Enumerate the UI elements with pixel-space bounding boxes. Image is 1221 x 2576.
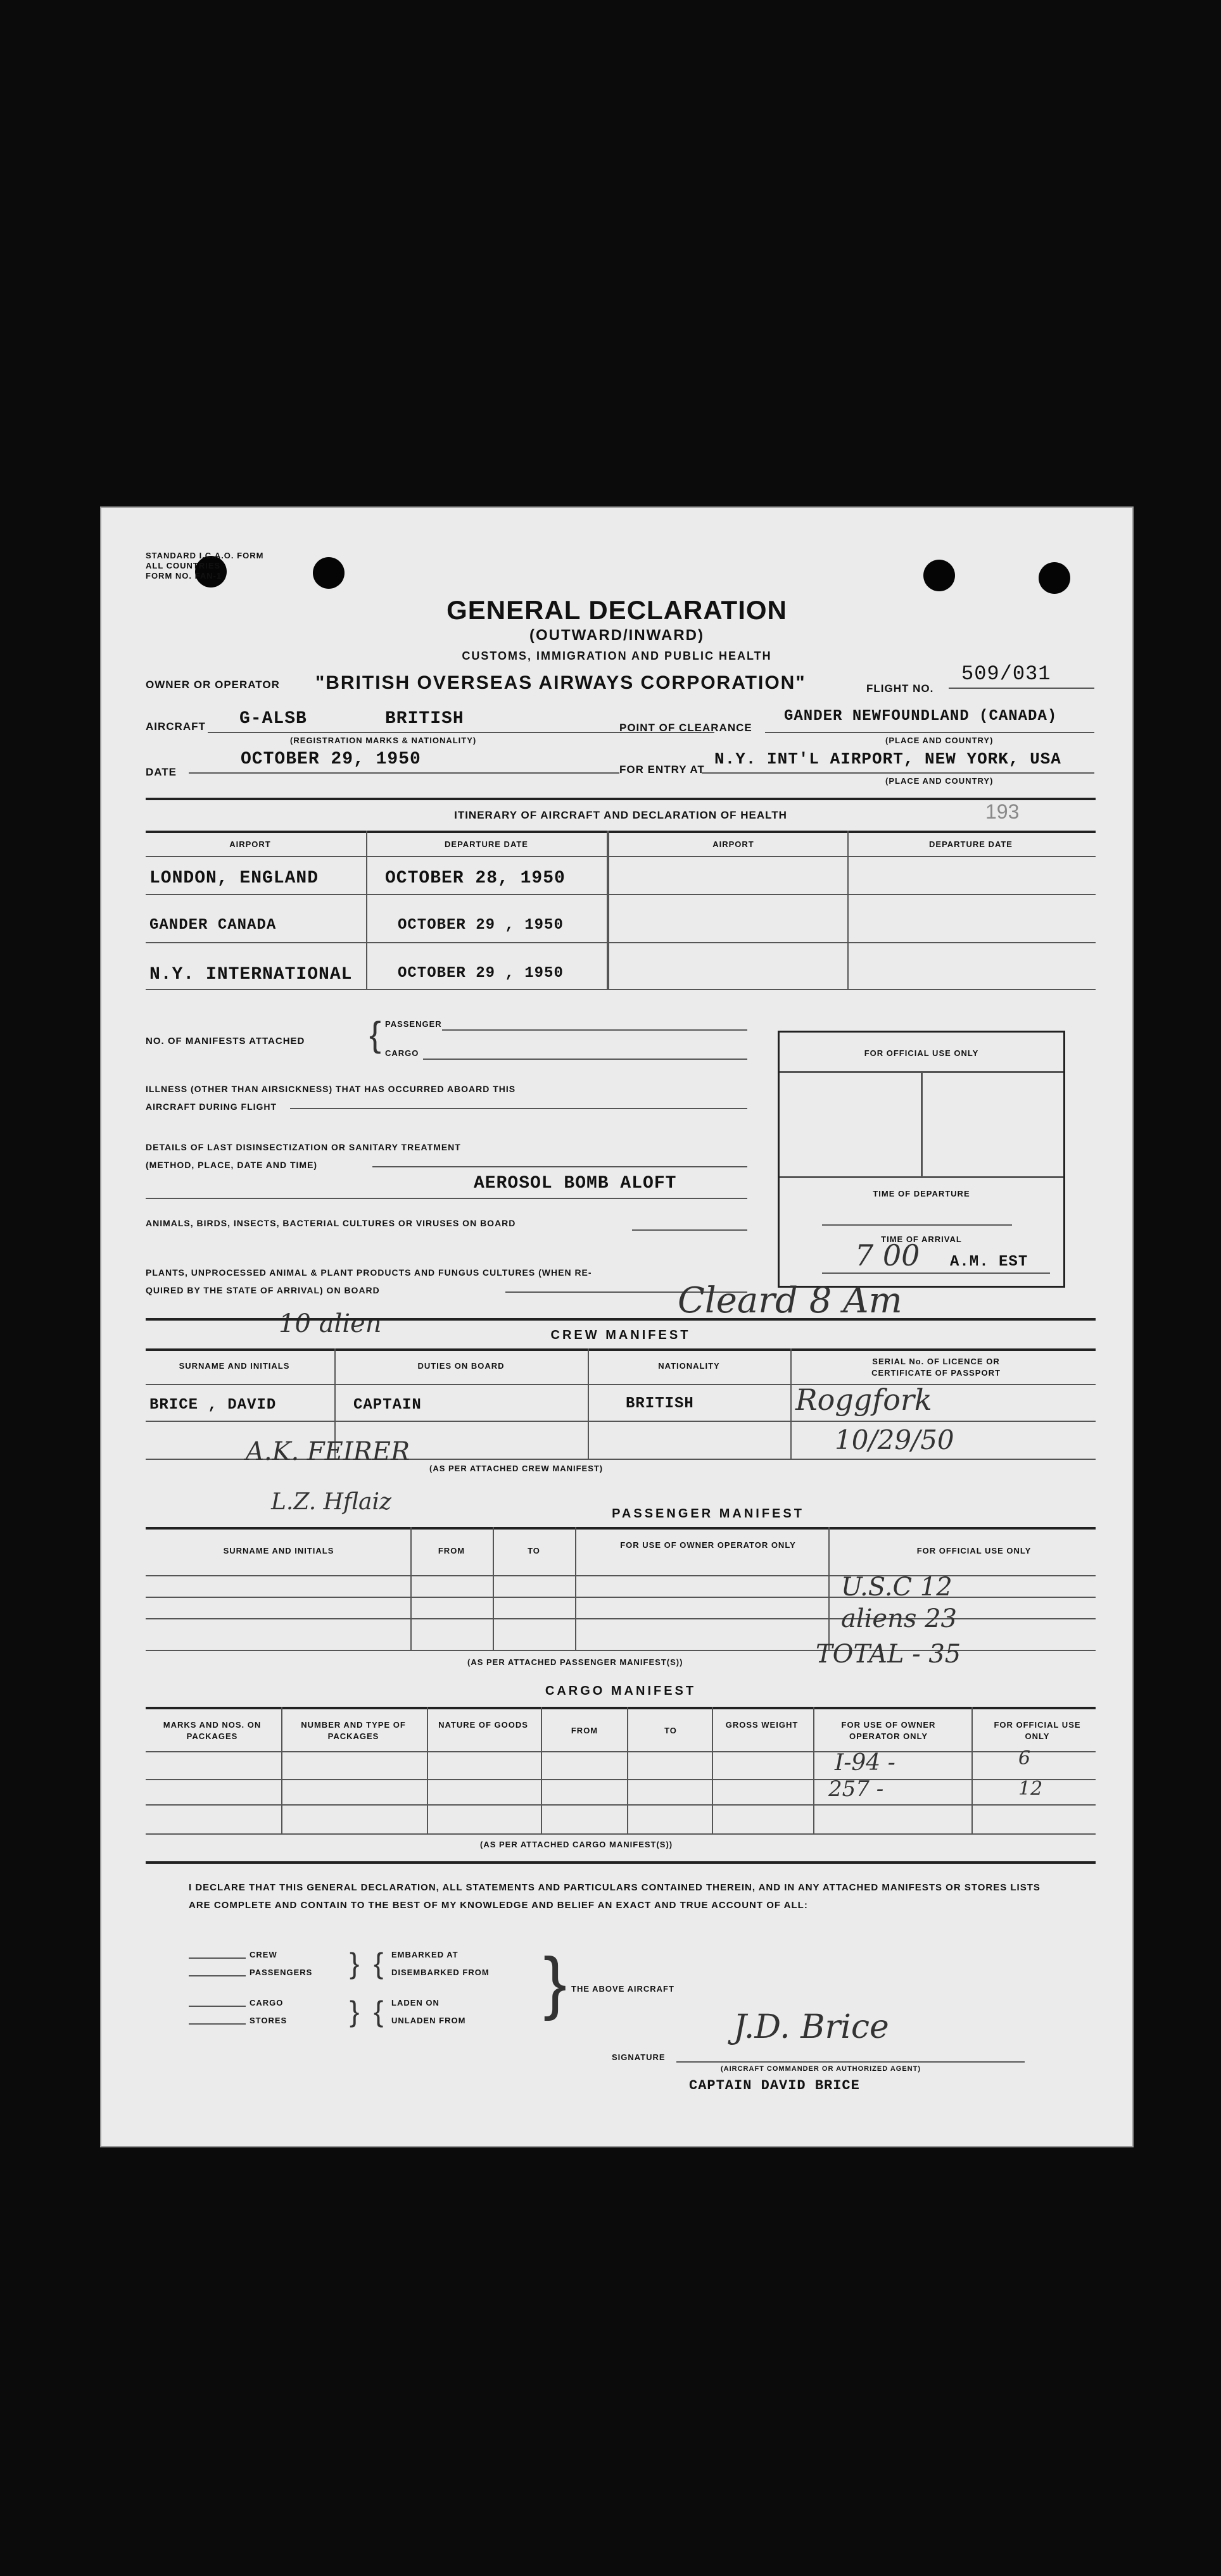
official-use-label: FOR OFFICIAL USE ONLY [864, 1048, 979, 1058]
passenger-title: PASSENGER MANIFEST [612, 1507, 804, 1521]
itinerary-date: OCTOBER 29 , 1950 [398, 965, 564, 982]
cargo-hand: 6 [1018, 1747, 1031, 1769]
cargo-title: CARGO MANIFEST [545, 1684, 697, 1698]
box-rule [780, 1176, 1063, 1178]
form-line [822, 1272, 1050, 1274]
punch-hole [923, 560, 955, 591]
form-line [822, 1224, 1012, 1226]
illness-label [146, 1080, 516, 1115]
passenger-header: TO [528, 1546, 540, 1555]
page-stamp: 193 [985, 800, 1020, 823]
crew-hand-signature: Roggfork [795, 1383, 932, 1417]
arrival-typed: A.M. EST [950, 1253, 1028, 1271]
time-arrival-label: TIME OF ARRIVAL [881, 1235, 962, 1244]
arrival-hand: 7 00 [855, 1238, 920, 1272]
form-line [632, 1229, 747, 1231]
table-rule [575, 1527, 576, 1650]
itinerary-header: AIRPORT [712, 839, 754, 849]
table-rule [146, 1384, 1096, 1385]
crew-duty: CAPTAIN [353, 1397, 422, 1414]
table-rule [790, 1348, 792, 1460]
itinerary-airport: GANDER CANADA [149, 917, 277, 934]
cargo-note: (AS PER ATTACHED CARGO MANIFEST(S)) [480, 1840, 673, 1849]
form-id-line: STANDARD I.C.A.O. FORM [146, 551, 264, 560]
pass-hand: aliens 23 [841, 1604, 958, 1633]
passenger-header: FOR USE OF OWNER OPERATOR ONLY [620, 1540, 796, 1550]
table-rule [541, 1707, 542, 1833]
table-rule [146, 1779, 1096, 1780]
aircraft-nationality: BRITISH [385, 709, 464, 729]
form-line [189, 1975, 246, 1976]
table-rule [588, 1348, 589, 1460]
punch-hole [1039, 562, 1070, 594]
signature-line [676, 2061, 1025, 2063]
form-id-line: FORM NO. FAN-1 [146, 571, 222, 581]
punch-hole [313, 557, 345, 589]
aircraft-label: AIRCRAFT [146, 720, 206, 732]
declaration-text: I DECLARE THAT THIS GENERAL DECLARATION, ALL STATEMENTS AND PARTICULARS CONTAINED THEREIN, AND IN ANY ATTACHED MANIFESTS OR STORES LISTS ARE COMPLETE AND CONTAIN TO THE BEST OF MY KNOWLEDGE AND BELIEF AN EXACT AND TRUE ACCOUNT OF ALL: [189, 1882, 1041, 1911]
flight-line [949, 688, 1094, 689]
itinerary-header: DEPARTURE DATE [929, 839, 1013, 849]
pass-hand: TOTAL - 35 [816, 1640, 961, 1669]
crew-nationality: BRITISH [626, 1395, 694, 1412]
form-id [146, 551, 263, 581]
brace: { [374, 1995, 384, 2028]
decl-action: EMBARKED AT [391, 1950, 459, 1959]
table-rule [828, 1527, 830, 1650]
passenger-header: FROM [438, 1546, 465, 1555]
plants-label [146, 1264, 592, 1299]
table-rule [607, 831, 609, 989]
crew-header: NATIONALITY [658, 1361, 720, 1371]
form-line [189, 2023, 246, 2025]
hand-cleared: Cleard 8 Am [678, 1280, 902, 1321]
decl-action: LADEN ON [391, 1998, 440, 2007]
box-rule [921, 1071, 923, 1176]
flight-label: FLIGHT NO. [866, 682, 934, 694]
itinerary-airport: N.Y. INTERNATIONAL [149, 965, 353, 984]
hand-inspector-2: L.Z. Hflaiz [271, 1489, 391, 1515]
divider [146, 1348, 1096, 1351]
decl-item: PASSENGERS [250, 1968, 313, 1977]
cargo-header: TO [664, 1726, 677, 1735]
clearance-line [765, 732, 1094, 733]
itinerary-header: DEPARTURE DATE [445, 839, 528, 849]
decl-item: STORES [250, 2016, 288, 2025]
declaration-form [100, 506, 1134, 2147]
table-rule [847, 831, 849, 989]
cargo-header: MARKS AND NOS. ON PACKAGES [163, 1720, 262, 1741]
aircraft-value: G-ALSB [239, 709, 307, 729]
divider [146, 1527, 1096, 1530]
table-rule [146, 1597, 1096, 1598]
itinerary-header: AIRPORT [229, 839, 271, 849]
manifests-label: NO. OF MANIFESTS ATTACHED [146, 1036, 305, 1046]
decl-item: CREW [250, 1950, 277, 1959]
decl-aircraft: THE ABOVE AIRCRAFT [571, 1984, 674, 1994]
owner-label: OWNER OR OPERATOR [146, 679, 280, 691]
cargo-hand: 12 [1018, 1778, 1043, 1800]
table-rule [146, 1833, 1096, 1835]
cargo-hand: I-94 - [835, 1750, 895, 1776]
divider [146, 798, 1096, 800]
brace: } [350, 1995, 360, 2028]
table-rule [146, 1575, 1096, 1576]
flight-value: 509/031 [961, 662, 1051, 686]
decl-item: CARGO [250, 1998, 284, 2007]
table-rule [366, 831, 367, 989]
hand-aliens: 10 alien [279, 1309, 382, 1338]
place-country-note: (PLACE AND COUNTRY) [885, 736, 994, 745]
entry-line [702, 772, 1094, 774]
cargo-header: NATURE OF GOODS [438, 1720, 528, 1730]
brace: { [369, 1014, 381, 1054]
hand-inspector-1: A.K. FEIRER [246, 1437, 410, 1466]
cargo-label: CARGO [385, 1048, 419, 1058]
itinerary-date: OCTOBER 29 , 1950 [398, 917, 564, 934]
decl-action: DISEMBARKED FROM [391, 1968, 490, 1977]
place-country-note-2: (PLACE AND COUNTRY) [885, 776, 994, 786]
disinsect-value: AEROSOL BOMB ALOFT [474, 1174, 677, 1193]
page-subtitle: (OUTWARD/INWARD) [529, 627, 704, 644]
illness-label-line: AIRCRAFT DURING FLIGHT [146, 1102, 277, 1112]
brace: } [543, 1944, 567, 2021]
pass-hand: U.S.C 12 [841, 1573, 952, 1602]
table-rule [146, 1751, 1096, 1752]
passenger-note: (AS PER ATTACHED PASSENGER MANIFEST(S)) [467, 1657, 683, 1667]
form-line [442, 1029, 747, 1031]
table-rule [146, 942, 1096, 943]
animals-label: ANIMALS, BIRDS, INSECTS, BACTERIAL CULTURES OR VIRUSES ON BOARD [146, 1218, 516, 1228]
table-rule [427, 1707, 428, 1833]
date-line [189, 772, 619, 774]
passenger-label: PASSENGER [385, 1019, 442, 1029]
form-line [372, 1166, 747, 1167]
crew-note: (AS PER ATTACHED CREW MANIFEST) [429, 1464, 604, 1473]
table-rule [971, 1707, 973, 1833]
clearance-label: POINT OF CLEARANCE [619, 722, 752, 734]
divider [146, 831, 1096, 833]
table-rule [146, 989, 1096, 990]
illness-label-line: ILLNESS (OTHER THAN AIRSICKNESS) THAT HAS OCCURRED ABOARD THIS [146, 1084, 516, 1094]
table-rule [146, 1421, 1096, 1422]
clearance-value: GANDER NEWFOUNDLAND (CANADA) [784, 708, 1058, 725]
itinerary-date: OCTOBER 28, 1950 [385, 869, 566, 888]
signature-label: SIGNATURE [612, 2052, 666, 2062]
passenger-header: FOR OFFICIAL USE ONLY [916, 1546, 1032, 1555]
form-line [290, 1108, 747, 1109]
plants-label-line: PLANTS, UNPROCESSED ANIMAL & PLANT PRODUCTS AND FUNGUS CULTURES (WHEN RE- [146, 1267, 592, 1278]
signature-hand: J.D. Brice [733, 2008, 889, 2046]
form-line [423, 1059, 747, 1060]
divider [146, 1707, 1096, 1709]
table-rule [146, 894, 1096, 895]
form-line [189, 1957, 246, 1959]
brace: { [374, 1947, 384, 1980]
form-line [146, 1198, 747, 1199]
cargo-hand: 257 - [828, 1776, 884, 1802]
crew-name: BRICE , DAVID [149, 1397, 277, 1414]
table-rule [410, 1527, 412, 1650]
entry-label: FOR ENTRY AT [619, 763, 705, 776]
form-line [189, 2006, 246, 2007]
signature-typed: CAPTAIN DAVID BRICE [689, 2078, 860, 2094]
table-rule [146, 1804, 1096, 1806]
table-rule [146, 856, 1096, 857]
table-rule [712, 1707, 713, 1833]
disinsect-label-line: (METHOD, PLACE, DATE AND TIME) [146, 1160, 318, 1170]
divider [146, 1318, 1096, 1321]
disinsect-label-line: DETAILS OF LAST DISINSECTIZATION OR SANITARY TREATMENT [146, 1142, 461, 1152]
disinsect-label [146, 1138, 461, 1174]
signature-note: (AIRCRAFT COMMANDER OR AUTHORIZED AGENT) [721, 2065, 921, 2073]
crew-hand-date: 10/29/50 [835, 1424, 954, 1455]
entry-value: N.Y. INT'L AIRPORT, NEW YORK, USA [714, 750, 1061, 769]
itinerary-title: ITINERARY OF AIRCRAFT AND DECLARATION OF HEALTH [454, 809, 787, 821]
table-rule [813, 1707, 814, 1833]
date-label: DATE [146, 766, 177, 778]
time-departure-label: TIME OF DEPARTURE [873, 1189, 970, 1198]
crew-title: CREW MANIFEST [550, 1328, 691, 1342]
decl-action: UNLADEN FROM [391, 2016, 466, 2025]
cargo-header: FOR OFFICIAL USE ONLY [994, 1720, 1081, 1741]
page-title: GENERAL DECLARATION [446, 595, 787, 625]
crew-header: DUTIES ON BOARD [417, 1361, 505, 1371]
cargo-header: NUMBER AND TYPE OF PACKAGES [301, 1720, 406, 1741]
table-rule [493, 1527, 494, 1650]
brace: } [350, 1947, 360, 1980]
owner-value: "BRITISH OVERSEAS AIRWAYS CORPORATION" [315, 672, 806, 693]
table-rule [627, 1707, 628, 1833]
passenger-header: SURNAME AND INITIALS [223, 1546, 334, 1555]
table-rule [281, 1707, 282, 1833]
itinerary-airport: LONDON, ENGLAND [149, 869, 319, 888]
form-id-line: ALL COUNTRIES [146, 561, 221, 570]
divider [146, 1861, 1096, 1864]
crew-header: SURNAME AND INITIALS [179, 1361, 290, 1371]
plants-label-line: QUIRED BY THE STATE OF ARRIVAL) ON BOARD [146, 1285, 380, 1295]
date-value: OCTOBER 29, 1950 [241, 750, 421, 769]
cargo-header: GROSS WEIGHT [725, 1720, 799, 1730]
registration-note: (REGISTRATION MARKS & NATIONALITY) [290, 736, 477, 745]
cargo-header: FOR USE OF OWNER OPERATOR ONLY [841, 1720, 936, 1741]
cargo-header: FROM [571, 1726, 598, 1735]
crew-header: SERIAL No. OF LICENCE OR CERTIFICATE OF PASSPORT [871, 1357, 1001, 1378]
page-subtitle-2: CUSTOMS, IMMIGRATION AND PUBLIC HEALTH [462, 650, 772, 662]
